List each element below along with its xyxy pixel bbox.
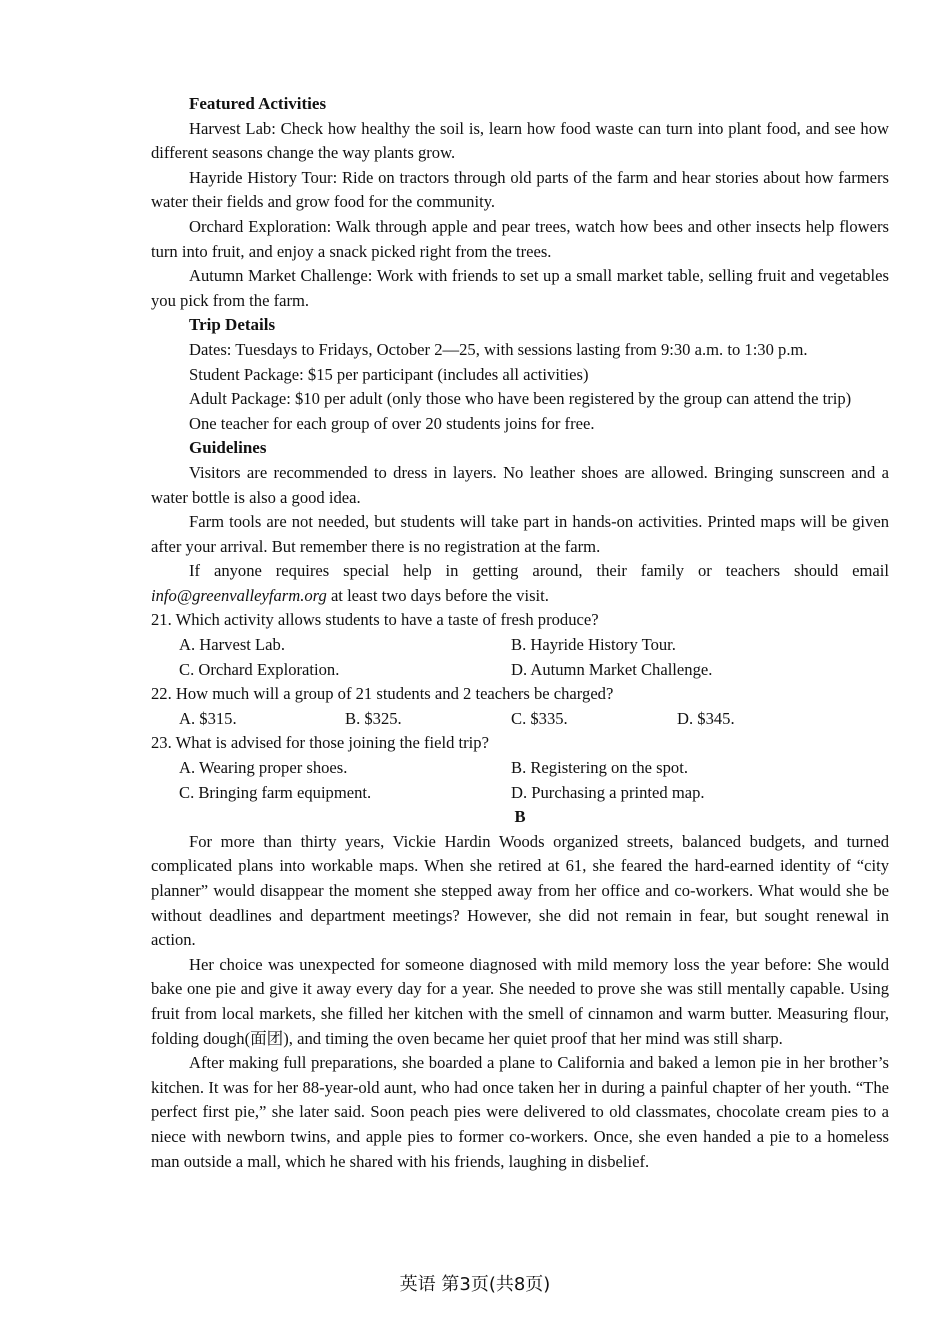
question-22: [151, 682, 889, 731]
activity-hayride-history-tour: Hayride History Tour: Ride on tractors through old parts of the farm and hear stories about how farmers water their fields and grow food for the community.: [151, 167, 889, 212]
guideline-dress: Visitors are recommended to dress in layers. No leather shoes are allowed. Bringing sunscreen and a water bottle is also a good idea.: [151, 462, 889, 507]
question-23: [151, 731, 889, 805]
option-c: C. $335.: [511, 708, 568, 728]
option-d: D. $345.: [677, 708, 735, 728]
guidelines-heading: Guidelines: [189, 438, 267, 458]
featured-activities-heading: Featured Activities: [189, 94, 327, 113]
question-21: [151, 608, 889, 682]
trip-details-heading: Trip Details: [189, 315, 276, 335]
question-stem: 21. Which activity allows students to have a taste of fresh produce?: [151, 610, 599, 630]
student-package: Student Package: $15 per participant (includes all activities): [189, 364, 589, 384]
option-a: A. Harvest Lab.: [179, 635, 285, 655]
adult-package: Adult Package: $10 per adult (only those who have been registered by the group can attend the trip): [189, 389, 852, 409]
option-c: C. Bringing farm equipment.: [179, 782, 372, 802]
question-stem: 22. How much will a group of 21 students and 2 teachers be charged?: [151, 684, 614, 704]
activity-description: Walk through apple and pear trees, watch how bees and other insects help flowers turn into fruit, and enjoy a snack picked right from the trees.: [151, 216, 889, 261]
passage-b-letter: B: [514, 807, 526, 827]
activity-orchard-exploration: Orchard Exploration: Walk through apple and pear trees, watch how bees and other insects help flowers turn into fruit, and enjoy a snack picked right from the trees.: [151, 216, 889, 261]
option-c: C. Orchard Exploration.: [179, 659, 340, 679]
passage-b-paragraph: Her choice was unexpected for someone diagnosed with mild memory loss the year before: She would bake one pie and give it away every day for a year. She needed to prove she was still mentally capable. Using fruit from local markets, she filled her kitchen with the smell of cinnamon and warm butter. Measuring flour, folding dough(面团), and timing the oven became her quiet proof that her mind was still sharp.: [151, 954, 889, 1048]
option-b: B. $325.: [345, 708, 402, 728]
page-content: [151, 92, 889, 1174]
guideline-tools: Farm tools are not needed, but students will take part in hands-on activities. Printed maps will be given after your arrival. But remember there is no registration at the farm.: [151, 512, 889, 556]
question-stem: 23. What is advised for those joining the field trip?: [151, 733, 489, 753]
activity-autumn-market-challenge: Autumn Market Challenge: Work with friends to set up a small market table, selling fruit and vegetables you pick from the farm.: [151, 266, 889, 310]
trip-dates: Dates: Tuesdays to Fridays, October 2—25, with sessions lasting from 9:30 a.m. to 1:30 p.m.: [189, 339, 808, 359]
passage-b-paragraph: For more than thirty years, Vickie Hardin Woods organized streets, balanced budgets, and turned complicated plans into workable maps. When she retired at 61, she feared the hard-earned identity of “city planner” would disappear the moment she stepped away from her office and co-workers. What would she be without deadlines and department meetings? However, she did not remain in fear, but sought renewal in action.: [151, 831, 889, 950]
option-a: A. Wearing proper shoes.: [179, 758, 348, 778]
option-a: A. $315.: [179, 708, 237, 728]
page-footer: 英语 第3页(共8页): [399, 1274, 551, 1295]
option-d: D. Autumn Market Challenge.: [511, 659, 713, 679]
option-b: B. Hayride History Tour.: [511, 635, 676, 655]
option-b: B. Registering on the spot.: [511, 758, 688, 778]
activity-name: Harvest Lab: [189, 118, 272, 138]
contact-email: info@greenvalleyfarm.org: [151, 585, 327, 605]
activity-name: Autumn Market Challenge: [189, 266, 368, 286]
activity-description: Check how healthy the soil is, learn how food waste can turn into plant food, and see how different seasons change the way plants grow.: [151, 118, 889, 163]
activity-description: Work with friends to set up a small market table, selling fruit and vegetables you pick from the farm.: [151, 266, 889, 310]
activity-name: Orchard Exploration: [189, 216, 327, 236]
activity-description: Ride on tractors through old parts of the farm and hear stories about how farmers water their fields and grow food for the community.: [151, 167, 889, 212]
option-d: D. Purchasing a printed map.: [511, 782, 705, 802]
teacher-policy: One teacher for each group of over 20 students joins for free.: [189, 413, 595, 433]
passage-b-paragraph: After making full preparations, she boarded a plane to California and baked a lemon pie in her brother’s kitchen. It was for her 88-year-old aunt, who had once taken her in during a painful chapter of her youth. “The perfect first pie,” she later said. Soon peach pies were delivered to old classmates, chocolate cream pies to a niece with newborn twins, and apple pies to former co-workers. Once, she even handed a pie to a homeless man outside a mall, which he shared with his friends, laughing in disbelief.: [151, 1053, 889, 1171]
activity-name: Hayride History Tour: [189, 167, 333, 187]
activity-harvest-lab: Harvest Lab: Check how healthy the soil is, learn how food waste can turn into plant food, and see how different seasons change the way plants grow.: [151, 118, 889, 163]
guideline-special-help: If anyone requires special help in getting around, their family or teachers should email info@greenvalleyfarm.org at least two days before the visit.: [151, 561, 889, 605]
